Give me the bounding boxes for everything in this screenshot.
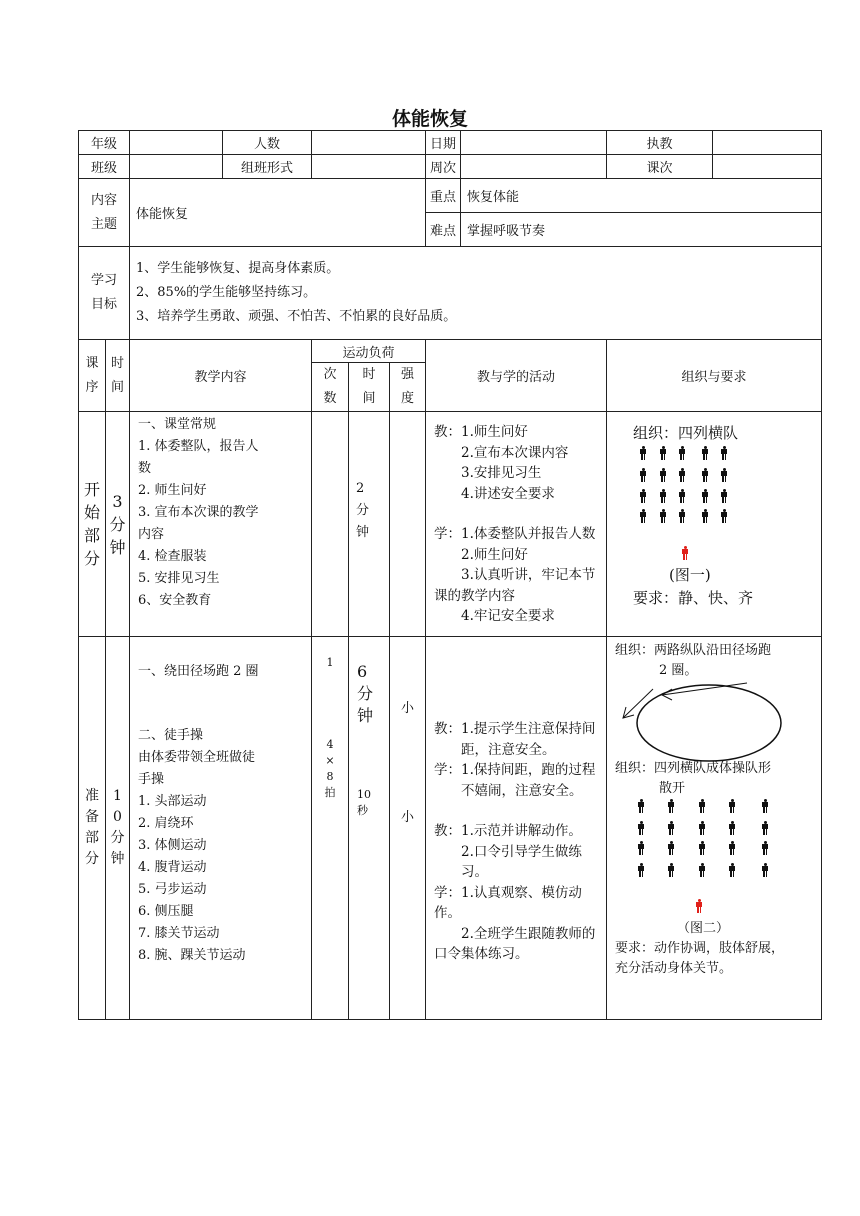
goals-list	[130, 247, 822, 340]
key-point-label: 重点	[426, 179, 461, 213]
student-figure-icon	[702, 489, 708, 503]
col-seq: 课 序	[79, 340, 106, 412]
col-load: 运动负荷	[312, 340, 426, 363]
org-title-spread: 散开	[659, 781, 686, 796]
org-requirement-cont: 充分活动身体关节。	[615, 961, 733, 976]
section-warmup-content: 一、绕田径场跑 2 圈 二、徒手操 由体委带领全班做徒 手操 1. 头部运动 2. 肩绕环 3. 体侧运动 4. 腹背运动 5. 弓步运动 6. 侧压腿 7. 膝关节运动 8. 腕、踝关节运动	[130, 637, 312, 1020]
col-load-time: 时 间	[349, 363, 390, 412]
week-label: 周次	[426, 155, 461, 179]
section-start-organization	[607, 412, 822, 637]
student-figure-icon	[660, 468, 666, 482]
section-warmup-intensity: 小 小	[390, 637, 426, 1020]
page-title: 体能恢复	[391, 108, 468, 130]
teacher-figure-icon	[696, 899, 702, 913]
student-figure-icon	[660, 489, 666, 503]
section-warmup-row	[79, 637, 822, 1020]
section-start-content: 一、课堂常规 1. 体委整队，报告人 数 2. 师生问好 3. 宣布本次课的教学 内容 4. 检查服装 5. 安排见习生 6、安全教育	[130, 412, 312, 637]
formation-figure-2	[607, 637, 821, 1019]
date-label: 日期	[426, 131, 461, 155]
student-figure-icon	[668, 799, 674, 813]
student-figure-icon	[721, 489, 727, 503]
col-time: 时 间	[106, 340, 130, 412]
track-diagram	[607, 673, 801, 763]
col-content: 教学内容	[130, 340, 312, 412]
col-organization: 组织与要求	[607, 340, 822, 412]
org-title-run-laps: 2 圈。	[659, 663, 698, 678]
track-ellipse	[637, 685, 781, 761]
week-value	[461, 155, 607, 179]
org-title: 组织：四列横队	[633, 424, 739, 442]
goals-label: 学习 目标	[79, 247, 130, 340]
grade-label: 年级	[79, 131, 130, 155]
topic-row-1	[79, 179, 822, 213]
count-label: 人数	[223, 131, 312, 155]
org-title-run: 组织：两路纵队沿田径场跑	[615, 643, 772, 658]
date-value	[461, 131, 607, 155]
student-figure-icon	[660, 446, 666, 460]
student-figure-icon	[640, 446, 646, 460]
goal-item: 2、85%的学生能够坚持练习。	[136, 285, 317, 300]
section-start-count	[312, 412, 349, 637]
student-figure-icon	[721, 509, 727, 523]
section-start-activity: 教：1.师生问好 2.宣布本次课内容 3.安排见习生 4.讲述安全要求 学：1.体委整队并报告人数 2.师生问好 3.认真听讲，牢记本节 课的教学内容 4.牢记安全要求	[426, 412, 607, 637]
student-figure-icon	[638, 841, 644, 855]
student-figure-icon	[668, 821, 674, 835]
class-label: 班级	[79, 155, 130, 179]
student-figure-icon	[679, 509, 685, 523]
topic-value: 体能恢复	[130, 179, 426, 247]
student-figure-icon	[729, 799, 735, 813]
section-start-name: 开 始 部 分	[79, 412, 106, 637]
teacher-figure-icon	[682, 546, 688, 560]
student-figure-icon	[679, 489, 685, 503]
key-point-value: 恢复体能	[461, 179, 822, 213]
lesson-value	[713, 155, 822, 179]
student-figure-icon	[729, 821, 735, 835]
student-figure-icon	[702, 509, 708, 523]
student-figure-icon	[679, 446, 685, 460]
formation-figure-1	[607, 412, 821, 636]
student-figure-icon	[721, 468, 727, 482]
col-load-count: 次 数	[312, 363, 349, 412]
difficulty-label: 难点	[426, 213, 461, 247]
section-start-time: 3 分 钟	[106, 412, 130, 637]
student-figure-icon	[721, 446, 727, 460]
org-requirement: 要求：动作协调，肢体舒展，	[615, 941, 785, 956]
student-figure-icon	[660, 509, 666, 523]
student-figure-icon	[638, 863, 644, 877]
student-figure-icon	[702, 446, 708, 460]
section-start-row	[79, 412, 822, 637]
student-figure-icon	[702, 468, 708, 482]
count-value	[312, 131, 426, 155]
topic-label: 内容 主题	[79, 179, 130, 247]
student-figure-icon	[699, 841, 705, 855]
student-figure-icon	[638, 821, 644, 835]
student-figure-icon	[729, 841, 735, 855]
lesson-plan-table	[78, 130, 822, 1020]
col-activity: 教与学的活动	[426, 340, 607, 412]
student-figure-icon	[699, 863, 705, 877]
teacher-label: 执教	[607, 131, 713, 155]
header-row-1	[79, 131, 822, 155]
section-warmup-activity: 教：1.提示学生注意保持间 距，注意安全。 学：1.保持间距，跑的过程 不嬉闹，注意安全。 教：1.示范并讲解动作。 2.口令引导学生做练 习。 学：1.认真观察、模仿动作。 2.全班学生跟随教师的 口令集体练习。	[426, 637, 607, 1020]
student-figure-icon	[762, 863, 768, 877]
org-requirement: 要求：静、快、齐	[633, 589, 754, 607]
section-warmup-time: 1 0 分 钟	[106, 637, 130, 1020]
student-figure-icon	[762, 799, 768, 813]
student-figure-icon	[640, 468, 646, 482]
student-figure-icon	[668, 863, 674, 877]
student-figure-icon	[668, 841, 674, 855]
student-figure-icon	[638, 799, 644, 813]
goals-row	[79, 247, 822, 340]
lesson-label: 课次	[607, 155, 713, 179]
class-value	[130, 155, 223, 179]
header-row-2	[79, 155, 822, 179]
section-warmup-organization	[607, 637, 822, 1020]
student-figure-icon	[679, 468, 685, 482]
section-warmup-count: 1 4 × 8 拍	[312, 637, 349, 1020]
section-start-intensity	[390, 412, 426, 637]
student-figure-icon	[729, 863, 735, 877]
student-figure-icon	[762, 821, 768, 835]
student-figure-icon	[699, 799, 705, 813]
student-figure-icon	[762, 841, 768, 855]
figure-caption: (图一)	[669, 566, 711, 584]
figure-caption: （图二）	[677, 921, 730, 936]
teacher-value	[713, 131, 822, 155]
section-start-duration: 2 分 钟	[349, 412, 390, 637]
form-value	[312, 155, 426, 179]
student-figure-icon	[640, 489, 646, 503]
section-warmup-duration: 6 分 钟 10 秒	[349, 637, 390, 1020]
goal-item: 3、培养学生勇敢、顽强、不怕苦、不怕累的良好品质。	[136, 309, 457, 324]
grade-value	[130, 131, 223, 155]
section-warmup-name: 准 备 部 分	[79, 637, 106, 1020]
run-arrow-left	[623, 689, 653, 718]
form-label: 组班形式	[223, 155, 312, 179]
col-load-intensity: 强 度	[390, 363, 426, 412]
student-figure-icon	[699, 821, 705, 835]
column-header-row-1	[79, 340, 822, 363]
org-title-calisthenics: 组织：四列横队成体操队形	[615, 761, 772, 776]
student-figure-icon	[640, 509, 646, 523]
goal-item: 1、学生能够恢复、提高身体素质。	[136, 261, 340, 276]
difficulty-value: 掌握呼吸节奏	[461, 213, 822, 247]
